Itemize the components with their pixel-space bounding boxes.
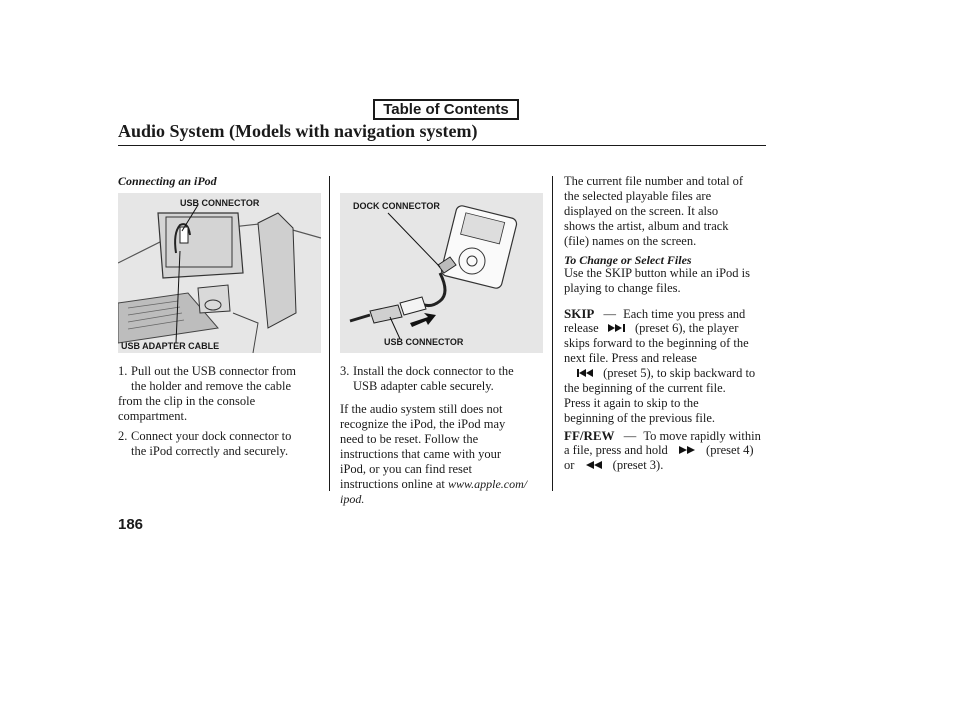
paragraph-line: a file, press and hold (564, 443, 668, 457)
step-number: 2. (118, 429, 128, 443)
paragraph-line: iPod, or you can find reset (340, 462, 472, 476)
apple-url-link[interactable]: www.apple.com/ (447, 477, 528, 491)
section-title-connecting-ipod: Connecting an iPod (118, 174, 217, 188)
paragraph-line: (file) names on the screen. (564, 234, 697, 248)
paragraph-line: Use the SKIP button while an iPod is (564, 266, 750, 280)
step-line: Connect your dock connector to (131, 429, 292, 443)
paragraph-line: The current file number and total of (564, 174, 744, 188)
file-info-paragraph (564, 174, 743, 249)
apple-url-link-continued[interactable]: ipod. (340, 492, 365, 506)
ffrew-term: FF/REW (564, 428, 615, 443)
paragraph-line: next file. Press and release (564, 351, 697, 365)
fast-forward-icon (677, 445, 697, 455)
paragraph-line: If the audio system still does not (340, 402, 503, 416)
step-line: Pull out the USB connector from (131, 364, 296, 378)
figure-label-dock-connector: DOCK CONNECTOR (353, 201, 440, 211)
skip-usage-paragraph (564, 266, 750, 296)
paragraph-line: recognize the iPod, the iPod may (340, 417, 506, 431)
paragraph-line: or (564, 458, 575, 472)
figure-label-usb-adapter-cable: USB ADAPTER CABLE (121, 341, 220, 351)
section-title-change-files: To Change or Select Files (564, 253, 692, 267)
paragraph-line: (preset 3). (612, 458, 664, 472)
em-dash: — (623, 429, 637, 443)
em-dash: — (603, 307, 616, 321)
ffrew-description (564, 428, 761, 473)
page-title: Audio System (Models with navigation system) (118, 121, 478, 141)
reset-paragraph (340, 402, 527, 507)
paragraph-line: shows the artist, album and track (564, 219, 729, 233)
rewind-icon (584, 460, 604, 470)
ipod-cable-drawing (340, 193, 543, 353)
step-number: 3. (340, 364, 350, 378)
paragraph-line: instructions online at (340, 477, 445, 491)
step-line: compartment. (118, 409, 188, 423)
paragraph-line: instructions that came with your (340, 447, 502, 461)
step-number: 1. (118, 364, 128, 378)
paragraph-line: (preset 5), to skip backward to (603, 366, 756, 380)
page-number: 186 (118, 516, 144, 533)
paragraph-line: need to be reset. Follow the (340, 432, 479, 446)
skip-forward-icon (606, 323, 628, 333)
table-of-contents-button[interactable]: Table of Contents (373, 99, 519, 120)
figure-label-usb-connector: USB CONNECTOR (180, 198, 260, 208)
skip-term: SKIP (564, 306, 595, 321)
step-line: USB adapter cable securely. (353, 379, 494, 393)
paragraph-line: To move rapidly within (643, 429, 761, 443)
paragraph-line: (preset 6), the player (634, 321, 739, 335)
paragraph-line: release (564, 321, 599, 335)
paragraph-line: Each time you press and (623, 307, 746, 321)
paragraph-line: the beginning of the current file. (564, 381, 726, 395)
figure-label-usb-connector-2: USB CONNECTOR (384, 337, 464, 347)
skip-backward-icon (576, 368, 596, 378)
paragraph-line: the selected playable files are (564, 189, 712, 203)
column-divider-left (329, 176, 330, 491)
dock-connector-illustration (340, 193, 543, 353)
step-line: from the clip in the console (118, 394, 256, 408)
skip-description (564, 306, 755, 426)
step-line: the iPod correctly and securely. (131, 444, 289, 458)
console-compartment-drawing (118, 193, 321, 353)
paragraph-line: playing to change files. (564, 281, 681, 295)
usb-connector-illustration (118, 193, 321, 353)
column-divider-right (552, 176, 553, 491)
paragraph-line: skips forward to the beginning of the (564, 336, 749, 350)
title-divider (118, 145, 766, 146)
paragraph-line: (preset 4) (706, 443, 754, 457)
step-line: the holder and remove the cable (131, 379, 291, 393)
paragraph-line: beginning of the previous file. (564, 411, 716, 425)
paragraph-line: displayed on the screen. It also (564, 204, 719, 218)
paragraph-line: Press it again to skip to the (564, 396, 699, 410)
step-line: Install the dock connector to the (353, 364, 514, 378)
